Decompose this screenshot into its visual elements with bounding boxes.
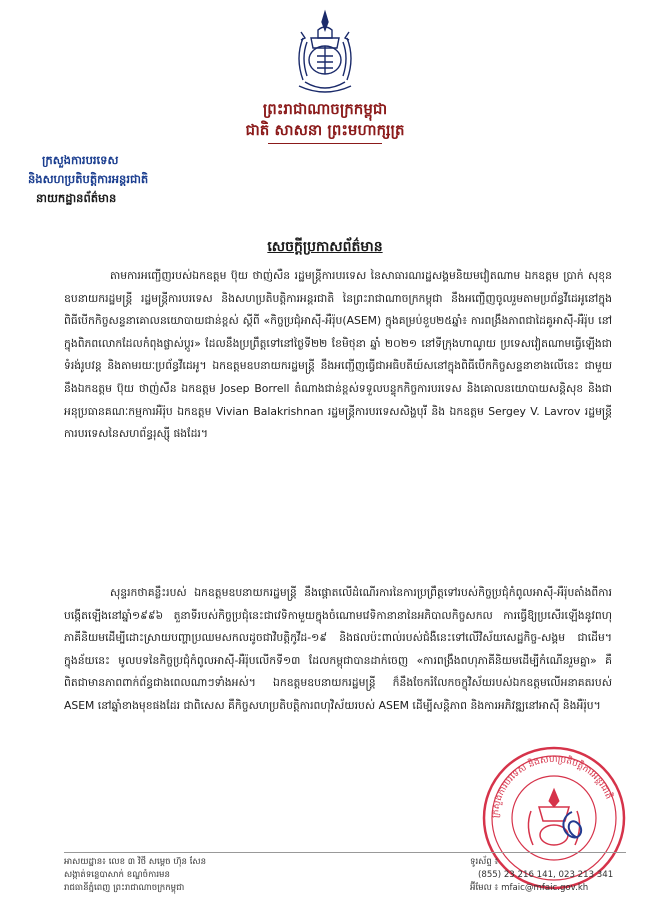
kingdom-heading: ព្រះរាជាណាចក្រកម្ពុជា [262,100,388,118]
phone-number: (855) 23 216 141, 023 213 341 [478,870,614,880]
seal-text: ក្រសួងការបរទេស និងសហប្រតិបត្តិការអន្តរជាតិ [490,754,614,819]
footer-divider [64,852,626,853]
handwritten-signature [552,808,592,844]
phone-label: ទូរស័ព្ទ ៖ [470,857,499,867]
footer-contact [470,856,613,895]
address-line-3: រាជធានីភ្នំពេញ ព្រះរាជាណាចក្រកម្ពុជា [64,883,185,893]
footer-address [64,856,206,895]
ministry-name-line1: ក្រសួងការបរទេស [42,153,119,167]
body-paragraph-1: តាមការអញ្ជើញរបស់ឯកឧត្តម ប៊ុយ ថាញ់សឺន រដ្ឋមន្ត្រីការបរទេស នៃសាធារណរដ្ឋសង្គមនិយមវៀតណាម ឯកឧត្តម ប្រាក់ សុខុន ឧបនាយករដ្ឋមន្ត្រី រដ្ឋមន្ត្រីការបរទេស និងសហប្រតិបត្តិការអន្តរជាតិ នៃព្រះរាជាណាចក្រកម្ពុជា នឹងអញ្ជើញចូលរួមតាមប្រព័ន្ធវីដេអូនៅក្នុងពិធីបើកកិច្ចសន្ទនាគោលនយោបាយជាន់ខ្ពស់ ស្តីពី «កិច្ចប្រជុំអាស៊ី-អឺរ៉ុប(ASEM) ក្នុងគម្រប់ខួប២៥ឆ្នាំ៖ ការពង្រឹងភាពជាដៃគូអាស៊ី-អឺរ៉ុប នៅក្នុងពិភពលោកដែលកំពុងផ្លាស់ប្តូរ» ដែលនឹងប្រព្រឹត្តទៅនៅថ្ងៃទី២២ ខែមិថុនា ឆ្នាំ ២០២១ នៅទីក្រុងហាណូយ ប្រទេសវៀតណាមធ្វើឡើងជាទំរង់រូបវន្ត និងតាមរយៈប្រព័ន្ធវីដេអូ។ ឯកឧត្តមឧបនាយករដ្ឋមន្ត្រី នឹងអញ្ជើញធ្វើជាអធិបតីយ៍សនៅក្នុងពិធីបើកកិច្ចសន្ទនាខាងលើនេះ ជាមួយនឹងឯកឧត្តម ប៊ុយ ថាញ់សឺន ឯកឧត្តម Josep Borrell តំណាងជាន់ខ្ពស់ទទួលបន្ទុកកិច្ចការបរទេស និងគោលនយោបាយសន្តិសុខ និងជាអនុប្រធានគណៈកម្មការអឺរ៉ុប ឯកឧត្តម Vivian Balakrishnan រដ្ឋមន្ត្រីការបរទេសសិង្ហបុរី និង ឯកឧត្តម Sergey V. Lavrov រដ្ឋមន្ត្រីការបរទេសនៃសហព័ន្ធរុស្ស៊ី ផងដែរ។ [64,269,612,441]
address-line-1: អាសយដ្ឋាន៖ លេខ ៣ វិថី សម្តេច ហ៊ុន សែន [64,857,207,867]
body-paragraph-2: សុន្ទរកថាគន្លឹះរបស់ ឯកឧត្តមឧបនាយករដ្ឋមន្ត្រី នឹងផ្តោតលើដំណើរការនៃការប្រព្រឹត្តទៅរបស់កិច្ចប្រជុំកំពូលអាស៊ី-អឺរ៉ុបតាំងពីការបង្កើតឡើងនៅឆ្នាំ១៩៩៦ តួនាទីរបស់កិច្ចប្រជុំនេះជាវេទិកាមួយក្នុងចំណោមវេទិកានានានៃអភិបាលកិច្ចសកល ការធ្វើឱ្យប្រសើរឡើងនូវពហុភាគីនិយមដើម្បីដោះស្រាយបញ្ហាប្រឈមសកលដូចជាវិបត្តិកូវីដ-១៩ និងផលប៉ះពាល់របស់ជំងឺនេះទៅលើវិស័យសេដ្ឋកិច្ច-សង្គម ជាដើម។ ក្នុងន័យនេះ មូលបទនៃកិច្ចប្រជុំកំពូលអាស៊ី-អឺរ៉ុបលើកទី១៣ ដែលកម្ពុជាបានដាក់ចេញ «ការពង្រឹងពហុភាគីនិយមដើម្បីកំណើនរួមគ្នា» គឺពិតជាមានភាពពាក់ព័ន្ធជាងពេលណាៗទាំងអស់។ ឯកឧត្តមឧបនាយករដ្ឋមន្ត្រី ក៏នឹងចែករំលែកចក្ខុវិស័យរបស់ឯកឧត្តមលើអនាគតរបស់ ASEM នៅឆ្នាំខាងមុខផងដែរ ជាពិសេស គឺកិច្ចសហប្រតិបត្តិការពហុវិស័យរបស់ ASEM ដើម្បីសន្តិភាព និងការអភិវឌ្ឍនៅអាស៊ី និងអឺរ៉ុប។ [64,586,612,712]
email-address: mfaic@mfaic.gov.kh [501,883,589,893]
email-label: អ៊ីមែល ៖ [470,883,499,893]
motto-ornament-divider [268,143,382,144]
national-motto: ជាតិ សាសនា ព្រះមហាក្សត្រ [245,121,405,139]
address-line-2: សង្កាត់ទន្លេបាសាក់ ខណ្ឌចំការមន [64,870,170,880]
document-title: សេចក្តីប្រកាសព័ត៌មាន [267,239,383,255]
department-name: នាយកដ្ឋានព័ត៌មាន [36,191,117,205]
ministry-name-line2: និងសហប្រតិបត្តិការអន្តរជាតិ [28,172,149,186]
royal-coat-of-arms-emblem [285,8,365,96]
